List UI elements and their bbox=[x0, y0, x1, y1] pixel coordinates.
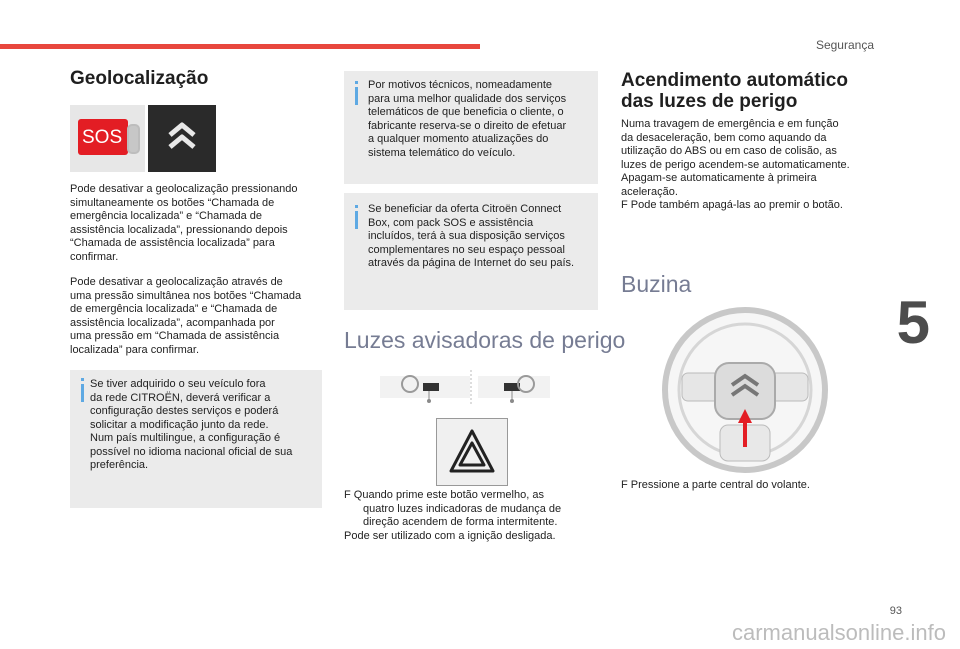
top-accent-bar bbox=[0, 44, 480, 49]
dashboard-indicators-image bbox=[380, 370, 550, 406]
page-number: 93 bbox=[889, 605, 902, 617]
auto-hazard-title: Acendimento automático das luzes de perigo bbox=[621, 70, 848, 112]
horn-title: Buzina bbox=[621, 271, 692, 297]
auto-hazard-text: Numa travagem de emergência e em função da desaceleração, bem como aquando da utilização do ABS ou em caso de colisão, as luzes de perigo acendem-se automaticamente. Apagam-se automaticamente à primeira aceleração. F Pode também apagá-las ao premir o botão. bbox=[621, 118, 850, 211]
hazard-triangle-icon bbox=[437, 419, 507, 485]
steering-wheel-indicators-icon bbox=[380, 370, 550, 406]
geo-paragraph-2: Pode desativar a geolocalização através de uma pressão simultânea nos botões “Chamada de emergência localizada” e “Chamada de assistência localizada”, acompanhada por uma pressão em “Chamada de assistência localizada” para confirmar. bbox=[70, 276, 302, 356]
watermark: carmanualsonline.info bbox=[731, 620, 946, 645]
sos-button-image bbox=[70, 105, 145, 172]
info-icon bbox=[355, 87, 358, 105]
steering-wheel-image bbox=[660, 305, 830, 475]
chapter-number: 5 bbox=[896, 289, 930, 356]
citroen-assistance-button-image bbox=[148, 105, 216, 172]
hazard-button-image bbox=[436, 418, 508, 486]
section-label: Segurança bbox=[815, 38, 874, 52]
telematics-info-box: Por motivos técnicos, nomeadamente para uma melhor qualidade dos serviços telemáticos de que beneficia o cliente, o fabricante reserva-se o direito de efetuar a qualquer momento atualizações do sistema telemático do veículo. bbox=[344, 71, 598, 184]
hazard-lights-title: Luzes avisadoras de perigo bbox=[344, 327, 626, 353]
geo-info-box: Se tiver adquirido o seu veículo fora da rede CITROËN, deverá verificar a configuração destes serviços e poderá solicitar a modificação junto da rede. Num país multilingue, a configuração é possível no idioma nacional oficial de sua preferência. bbox=[70, 370, 322, 508]
geo-paragraph-1: Pode desativar a geolocalização pressionando simultaneamente os botões “Chamada de emergência localizada” e “Chamada de assistência localizada”, pressionando depois “Chamada de assistência localizada” para confirmar. bbox=[70, 183, 298, 263]
sos-label: SOS bbox=[82, 127, 123, 148]
hazard-instruction: F Quando prime este botão vermelho, as quatro luzes indicadoras de mudança de direção acendem de forma intermitente. Pode ser utilizado com a ignição desligada. bbox=[344, 489, 562, 542]
citroen-logo-icon bbox=[148, 105, 216, 172]
horn-instruction: F Pressione a parte central do volante. bbox=[621, 479, 810, 491]
geolocation-title: Geolocalização bbox=[70, 68, 209, 89]
connect-box-info-box: Se beneficiar da oferta Citroën Connect Box, com pack SOS e assistência incluídos, terá à sua disposição serviços complementares no seu espaço pessoal através da página de Internet do seu país. bbox=[344, 193, 598, 310]
info-icon bbox=[81, 384, 84, 402]
steering-wheel-icon bbox=[660, 305, 830, 475]
info-icon bbox=[355, 211, 358, 229]
